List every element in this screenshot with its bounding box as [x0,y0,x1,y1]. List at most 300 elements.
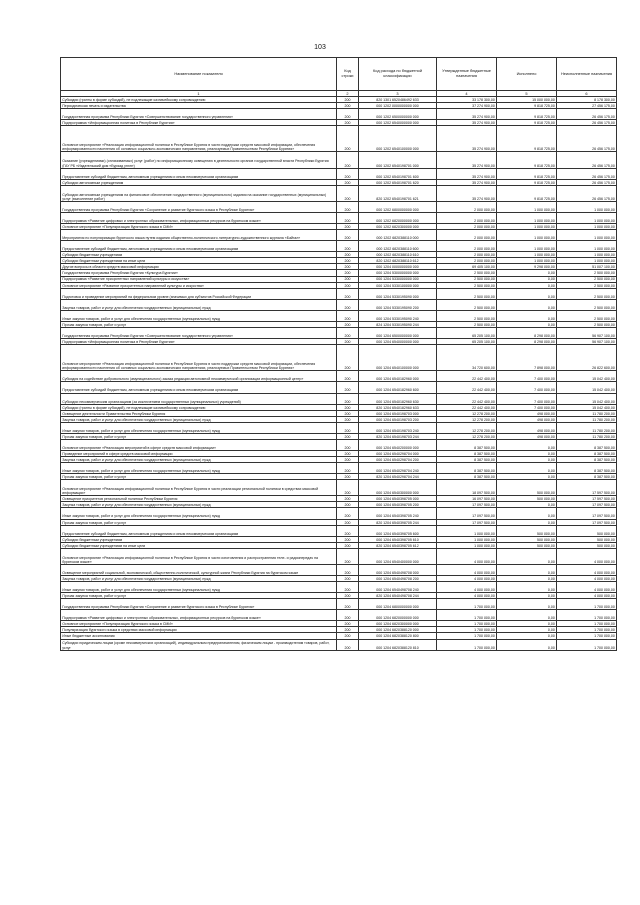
table-row [61,599,617,610]
table-row [61,371,617,382]
row-executed-cell: 7 400 000,00 [497,371,557,382]
row-code-cell: 200 [337,508,359,519]
row-code-cell: 200 [337,496,359,502]
row-approved-cell: 2 500 000,00 [437,299,497,310]
row-unexecuted-cell: 11 780 200,00 [557,416,617,422]
row-code-cell: 200 [337,548,359,564]
row-classification-cell: 000 1204 6540182960 630 [359,393,437,404]
row-code-cell: 200 [337,627,359,633]
row-executed-cell: 0,00 [497,299,557,310]
row-executed-cell: 0,00 [497,627,557,633]
row-classification-cell: 000 1204 5330195090 200 [359,299,437,310]
row-code-cell: 200 [337,201,359,212]
row-code-cell: 200 [337,474,359,480]
row-approved-cell: 2 000 000,00 [437,224,497,230]
row-approved-cell: 2 000 000,00 [437,241,497,252]
row-unexecuted-cell: 500 000,00 [557,525,617,536]
row-code-cell: 200 [337,536,359,542]
row-unexecuted-cell: 15 042 400,00 [557,393,617,404]
row-executed-cell: 9 818 725,00 [497,109,557,120]
row-executed-cell: 498 000,00 [497,433,557,439]
row-code-cell: 200 [337,270,359,276]
table-row [61,241,617,252]
row-name-cell: Другие вопросы в области средств массовой информации [61,264,337,270]
row-unexecuted-cell: 26 456 175,00 [557,109,617,120]
row-unexecuted-cell: 2 500 000,00 [557,270,617,276]
row-unexecuted-cell: 2 500 000,00 [557,310,617,321]
row-classification-cell: 820 1204 6540198703 244 [359,433,437,439]
row-classification-cell: 820 1202 6820388110 612 [359,258,437,264]
row-classification-cell: 820 1204 6540298704 244 [359,474,437,480]
row-name-cell: Подпрограмма «Информационная политика в Республике Бурятия» [61,339,337,345]
row-classification-cell: 000 1204 6540400000 000 [359,548,437,564]
header-executed: Исполнено [497,58,557,91]
row-executed-cell: 0,00 [497,321,557,327]
row-approved-cell: 33 178 300,00 [437,97,497,103]
row-unexecuted-cell: 27 456 175,00 [557,103,617,109]
row-unexecuted-cell: 15 042 400,00 [557,404,617,410]
row-code-cell: 200 [337,120,359,126]
row-executed-cell: 0,00 [497,463,557,474]
row-name-cell: Предоставление субсидий бюджетным, автономным учреждениям и иным некоммерческим организациям [61,241,337,252]
row-code-cell: 200 [337,610,359,621]
row-name-cell: Прочая закупка товаров, работ и услуг [61,519,337,525]
row-executed-cell: 0,00 [497,457,557,463]
row-executed-cell: 500 000,00 [497,525,557,536]
row-executed-cell: 0,00 [497,564,557,575]
header-classification: Код расхода по бюджетной классификации [359,58,437,91]
row-executed-cell: 0,00 [497,270,557,276]
row-unexecuted-cell: 1 700 000,00 [557,639,617,650]
row-classification-cell: 000 1204 6820388120 810 [359,639,437,650]
row-name-cell: Иные закупки товаров, работ и услуг для обеспечения государственных (муниципальных) нужд [61,582,337,593]
row-approved-cell: 1 700 000,00 [437,627,497,633]
row-code-cell: 200 [337,288,359,299]
row-unexecuted-cell: 15 042 400,00 [557,371,617,382]
row-name-cell: Основное мероприятие «Реализация информационной политики в Республике Бурятия в части поддержки средств массовой информации, обеспечения информированности населения об основных социально-экономических направлениях, реализуемых Правительством Республики Бурятия» [61,126,337,152]
row-executed-cell: 7 400 000,00 [497,393,557,404]
row-name-cell: Закупка товаров, работ и услуг для обеспечения государственных (муниципальных) нужд [61,576,337,582]
row-approved-cell: 2 000 000,00 [437,213,497,224]
row-unexecuted-cell: 8 387 500,00 [557,457,617,463]
row-classification-cell: 000 1204 6540000000 000 [359,339,437,345]
row-classification-cell: 000 1204 5330000000 000 [359,276,437,282]
row-executed-cell: 500 000,00 [497,496,557,502]
row-approved-cell: 2 000 000,00 [437,252,497,258]
row-classification-cell: 000 1204 6820388120 000 [359,627,437,633]
row-unexecuted-cell: 2 500 000,00 [557,288,617,299]
row-name-cell: Прочая закупка товаров, работ и услуг [61,433,337,439]
row-classification-cell: 000 1202 6800000000 000 [359,201,437,212]
row-unexecuted-cell: 8 387 500,00 [557,450,617,456]
row-code-cell: 200 [337,371,359,382]
row-code-cell: 200 [337,327,359,338]
row-classification-cell: 000 1204 6540182960 000 [359,371,437,382]
row-unexecuted-cell: 1 000 000,00 [557,258,617,264]
row-approved-cell: 2 500 000,00 [437,310,497,321]
row-code-cell: 200 [337,179,359,185]
row-approved-cell: 4 000 000,00 [437,548,497,564]
row-executed-cell: 15 000 000,00 [497,97,557,103]
row-code-cell: 200 [337,582,359,593]
row-classification-cell: 000 1204 6820388120 800 [359,633,437,639]
row-code-cell: 200 [337,258,359,264]
row-unexecuted-cell: 17 097 500,00 [557,502,617,508]
row-approved-cell: 35 274 900,00 [437,109,497,120]
row-name-cell: Закупка товаров, работ и услуг для обеспечения государственных (муниципальных) нужд [61,502,337,508]
row-name-cell: Освещение приоритетов региональной политики Республики Бурятия [61,496,337,502]
row-code-cell: 200 [337,433,359,439]
row-approved-cell: 34 720 600,00 [437,345,497,371]
row-approved-cell: 8 387 500,00 [437,450,497,456]
table-row [61,201,617,212]
row-code-cell: 200 [337,310,359,321]
row-executed-cell: 1 000 000,00 [497,230,557,241]
table-row [61,310,617,321]
row-unexecuted-cell: 8 178 300,00 [557,97,617,103]
row-executed-cell: 498 000,00 [497,422,557,433]
row-name-cell: Основное мероприятие «Реализация информационной политики в Республике Бурятия в части реализации региональной политики в средствах массовой информации» [61,480,337,496]
row-code-cell: 200 [337,593,359,599]
row-code-cell: 200 [337,97,359,103]
header-code: Код строки [337,58,359,91]
row-name-cell: Основное мероприятие «Реализация информационной политики в Республике Бурятия в части изготовления и распространения теле- и радиопередач на бурятском языке» [61,548,337,564]
row-unexecuted-cell: 17 597 500,00 [557,496,617,502]
row-classification-cell: 000 1202 6540198701 000 [359,152,437,168]
column-number: 4 [437,91,497,97]
row-classification-cell: 820 1202 6540198701 621 [359,185,437,201]
row-executed-cell: 0,00 [497,610,557,621]
row-classification-cell: 000 1202 0000000000 000 [359,103,437,109]
row-code-cell: 200 [337,241,359,252]
row-classification-cell: 000 1204 5300000000 000 [359,270,437,276]
row-executed-cell: 0,00 [497,474,557,480]
row-approved-cell: 17 097 500,00 [437,502,497,508]
table-row [61,548,617,564]
row-approved-cell: 22 442 400,00 [437,382,497,393]
row-unexecuted-cell: 1 000 000,00 [557,201,617,212]
row-executed-cell: 9 818 725,00 [497,168,557,179]
row-name-cell: Государственная программа Республики Бурятия «Сохранение и развитие бурятского языка в Республике Бурятия» [61,201,337,212]
row-unexecuted-cell: 2 500 000,00 [557,276,617,282]
row-name-cell: Иные закупки товаров, работ и услуг для обеспечения государственных (муниципальных) нужд [61,463,337,474]
row-code-cell: 200 [337,519,359,525]
row-executed-cell: 9 298 000,00 [497,264,557,270]
row-classification-cell: 000 1204 6820000000 000 [359,610,437,621]
row-executed-cell: 0,00 [497,548,557,564]
row-classification-cell: 820 1204 6540398705 244 [359,519,437,525]
row-code-cell: 200 [337,252,359,258]
row-unexecuted-cell: 2 500 000,00 [557,321,617,327]
row-unexecuted-cell: 11 780 200,00 [557,433,617,439]
row-classification-cell: 000 1204 0000000000 000 [359,264,437,270]
table-row [61,152,617,168]
row-executed-cell: 0,00 [497,276,557,282]
row-name-cell: Мероприятия по популяризации бурятского языка путем издания общественно-политического литературно-художественного журнала «Байгал» [61,230,337,241]
row-classification-cell: 000 1202 6540198701 600 [359,168,437,179]
table-row [61,639,617,650]
row-classification-cell: 820 1204 6540182960 633 [359,404,437,410]
row-executed-cell: 1 000 000,00 [497,213,557,224]
row-name-cell: Популяризация бурятского языка в средствах массовой информации [61,627,337,633]
row-classification-cell: 000 1204 6540198703 200 [359,416,437,422]
row-unexecuted-cell: 51 007 100,00 [557,264,617,270]
row-unexecuted-cell: 26 456 175,00 [557,185,617,201]
row-unexecuted-cell: 8 387 500,00 [557,439,617,450]
row-approved-cell: 4 000 000,00 [437,564,497,575]
row-unexecuted-cell: 56 907 100,00 [557,339,617,345]
row-executed-cell: 1 000 000,00 [497,241,557,252]
table-row [61,168,617,179]
row-name-cell: Субсидии бюджетным учреждениям на иные цели [61,542,337,548]
row-name-cell: Основное мероприятие «Реализация мероприятий в сфере средств массовой информации» [61,439,337,450]
row-name-cell: Проведение мероприятий в сфере средств массовой информации [61,450,337,456]
row-approved-cell: 4 000 000,00 [437,576,497,582]
row-code-cell: 200 [337,621,359,627]
row-classification-cell: 000 1204 6820300000 000 [359,621,437,627]
row-executed-cell: 8 298 000,00 [497,327,557,338]
row-code-cell: 200 [337,457,359,463]
table-row [61,508,617,519]
row-executed-cell: 9 818 725,00 [497,103,557,109]
row-unexecuted-cell: 2 500 000,00 [557,299,617,310]
row-executed-cell: 1 000 000,00 [497,258,557,264]
table-row [61,213,617,224]
row-name-cell: Предоставление субсидий бюджетным, автономным учреждениям и иным некоммерческим организациям [61,168,337,179]
row-code-cell: 200 [337,410,359,416]
row-approved-cell: 2 500 000,00 [437,270,497,276]
table-row [61,422,617,433]
row-unexecuted-cell: 2 500 000,00 [557,282,617,288]
row-code-cell: 200 [337,321,359,327]
row-code-cell: 200 [337,109,359,120]
row-name-cell: Прочая закупка товаров, работ и услуг [61,593,337,599]
row-approved-cell: 8 387 500,00 [437,463,497,474]
row-classification-cell: 000 1202 6820388110 600 [359,241,437,252]
row-approved-cell: 2 500 000,00 [437,282,497,288]
row-approved-cell: 8 387 500,00 [437,474,497,480]
row-classification-cell: 000 1202 6540000000 000 [359,120,437,126]
row-executed-cell: 0,00 [497,639,557,650]
row-name-cell: Государственная программа Республики Бурятия «Совершенствование государственного управления» [61,109,337,120]
row-code-cell: 200 [337,393,359,404]
row-name-cell: Субсидии бюджетным учреждениям [61,252,337,258]
row-classification-cell: 000 1202 6500000000 000 [359,109,437,120]
row-code-cell: 200 [337,463,359,474]
column-number: 2 [337,91,359,97]
row-unexecuted-cell: 1 700 000,00 [557,610,617,621]
header-unexecuted: Неисполненные назначения [557,58,617,91]
table-row [61,525,617,536]
row-executed-cell: 9 818 725,00 [497,152,557,168]
row-unexecuted-cell: 26 456 175,00 [557,179,617,185]
row-classification-cell: 000 1204 5330195090 000 [359,288,437,299]
row-executed-cell: 9 818 725,00 [497,179,557,185]
table-row [61,393,617,404]
row-name-cell: Подпрограмма «Развитие цифровых и электронных образовательных, информационных ресурсов на бурятском языке» [61,610,337,621]
row-executed-cell: 0,00 [497,508,557,519]
row-classification-cell: 000 1202 6820388110 610 [359,252,437,258]
row-unexecuted-cell: 56 907 100,00 [557,327,617,338]
row-classification-cell: 000 1204 6540398705 600 [359,525,437,536]
row-approved-cell: 22 442 400,00 [437,371,497,382]
row-unexecuted-cell: 11 780 200,00 [557,422,617,433]
row-name-cell: Государственная программа Республики Бурятия «Совершенствование государственного управления» [61,327,337,338]
row-unexecuted-cell: 1 700 000,00 [557,627,617,633]
row-name-cell: Субсидия на содействие добровольного (амуниципального) заказа редакции автономной некоммерческой организации информационный центр» [61,371,337,382]
row-name-cell: Иные закупки товаров, работ и услуг для обеспечения государственных (муниципальных) нужд [61,310,337,321]
row-code-cell: 200 [337,213,359,224]
header-name: Наименование показателя [61,58,337,91]
table-row [61,230,617,241]
row-classification-cell: 000 1202 6820388110 000 [359,230,437,241]
row-classification-cell: 000 1204 6540498708 200 [359,576,437,582]
row-approved-cell: 1 000 000,00 [437,525,497,536]
row-code-cell: 200 [337,439,359,450]
row-classification-cell: 000 1202 6540100000 000 [359,126,437,152]
row-name-cell: Основное мероприятие «Популяризация бурятского языка в СМИ» [61,621,337,627]
row-unexecuted-cell: 4 000 000,00 [557,582,617,593]
row-code-cell: 200 [337,542,359,548]
row-approved-cell: 2 000 000,00 [437,230,497,241]
row-code-cell: 200 [337,276,359,282]
row-code-cell: 200 [337,224,359,230]
row-unexecuted-cell: 11 780 200,00 [557,410,617,416]
row-name-cell: Прочая закупка товаров, работ и услуг [61,321,337,327]
row-code-cell: 200 [337,152,359,168]
row-name-cell: Подпрограмма «Информационная политика в Республике Бурятия» [61,120,337,126]
row-code-cell: 200 [337,282,359,288]
row-classification-cell: 824 1204 5330195090 244 [359,321,437,327]
row-approved-cell: 17 097 500,00 [437,508,497,519]
row-unexecuted-cell: 8 387 500,00 [557,463,617,474]
row-unexecuted-cell: 26 456 175,00 [557,152,617,168]
row-name-cell: Субсидии некоммерческим организациям (за исключением государственных (муниципальных) учреждений) [61,393,337,404]
row-classification-cell: 000 1204 6500000000 000 [359,327,437,338]
table-row [61,463,617,474]
row-classification-cell: 820 1204 6540398705 612 [359,542,437,548]
row-approved-cell: 4 000 000,00 [437,582,497,593]
row-classification-cell: 820 1204 6540498708 244 [359,593,437,599]
row-classification-cell: 000 1204 6800000000 000 [359,599,437,610]
row-unexecuted-cell: 17 097 500,00 [557,508,617,519]
row-classification-cell: 000 1204 6540198703 240 [359,422,437,433]
row-approved-cell: 2 500 000,00 [437,321,497,327]
table-row [61,582,617,593]
row-code-cell: 200 [337,480,359,496]
column-number: 1 [61,91,337,97]
row-name-cell: Освещение мероприятий социальной, экономической, общественно-политической, культурной жизни Республики Бурятия на бурятском языке [61,564,337,575]
row-name-cell: Основное мероприятие «Популяризация бурятского языка в СМИ» [61,224,337,230]
row-unexecuted-cell: 26 822 600,00 [557,345,617,371]
row-classification-cell: 820 1301 6520486492 633 [359,97,437,103]
row-name-cell: Периодическая печать и издательства [61,103,337,109]
row-code-cell: 200 [337,422,359,433]
row-approved-cell: 22 442 400,00 [437,404,497,410]
row-approved-cell: 2 500 000,00 [437,288,497,299]
row-approved-cell: 2 500 000,00 [437,276,497,282]
row-approved-cell: 22 442 400,00 [437,393,497,404]
row-classification-cell: 000 1202 6820000000 000 [359,213,437,224]
row-classification-cell: 000 1204 6540298704 200 [359,457,437,463]
row-approved-cell: 35 274 900,00 [437,185,497,201]
row-classification-cell: 000 1204 6540298704 000 [359,450,437,456]
row-unexecuted-cell: 4 000 000,00 [557,564,617,575]
row-executed-cell: 0,00 [497,633,557,639]
budget-execution-table [60,57,617,651]
row-classification-cell: 000 1204 5330100000 000 [359,282,437,288]
column-number: 5 [497,91,557,97]
row-name-cell: Закупка товаров, работ и услуг для обеспечения государственных (муниципальных) нужд [61,299,337,310]
row-code-cell: 200 [337,599,359,610]
row-code-cell: 200 [337,450,359,456]
row-classification-cell: 000 1202 6540198701 620 [359,179,437,185]
row-classification-cell: 000 1204 6540398705 200 [359,502,437,508]
row-executed-cell: 7 400 000,00 [497,404,557,410]
table-row [61,126,617,152]
row-name-cell: Оказание (учреждениями) (оплачиваемых) услуг (работ) по информационному освещению в деятельности органов государственной власти Республики Бурятия (ГАУ РБ «Издательский дом «Буряад унэн») [61,152,337,168]
row-executed-cell: 9 818 725,00 [497,185,557,201]
table-row [61,327,617,338]
row-unexecuted-cell: 26 456 175,00 [557,168,617,179]
row-name-cell: Иные закупки товаров, работ и услуг для обеспечения государственных (муниципальных) нужд [61,508,337,519]
row-approved-cell: 2 000 000,00 [437,258,497,264]
row-name-cell: Субсидии юридическим лицам (кроме некоммерческих организаций), индивидуальным предпринимателям, физическим лицам - производителям товаров, работ, услуг [61,639,337,650]
row-name-cell: Предоставление субсидий бюджетным, автономным учреждениям и иным некоммерческим организациям [61,382,337,393]
row-name-cell: Закупка товаров, работ и услуг для обеспечения государственных (муниципальных) нужд [61,416,337,422]
row-code-cell: 200 [337,185,359,201]
row-executed-cell: 1 000 000,00 [497,224,557,230]
row-unexecuted-cell: 500 000,00 [557,536,617,542]
row-name-cell: Субсидии автономным учреждениям [61,179,337,185]
table-row [61,382,617,393]
row-unexecuted-cell: 17 597 500,00 [557,480,617,496]
page-number: 103 [314,44,326,51]
row-approved-cell: 35 274 900,00 [437,168,497,179]
row-approved-cell: 35 274 900,00 [437,179,497,185]
row-classification-cell: 000 1204 6540300000 000 [359,480,437,496]
row-name-cell: Закупка товаров, работ и услуг для обеспечения государственных (муниципальных) нужд [61,457,337,463]
row-executed-cell: 500 000,00 [497,480,557,496]
row-unexecuted-cell: 15 042 400,00 [557,382,617,393]
row-approved-cell: 12 278 200,00 [437,433,497,439]
row-executed-cell: 0,00 [497,502,557,508]
row-classification-cell: 000 1204 6540498708 000 [359,564,437,575]
row-unexecuted-cell: 4 000 000,00 [557,576,617,582]
row-approved-cell: 1 700 000,00 [437,633,497,639]
row-executed-cell: 498 000,00 [497,410,557,416]
row-approved-cell: 1 700 000,00 [437,639,497,650]
row-unexecuted-cell: 1 700 000,00 [557,599,617,610]
row-classification-cell: 000 1204 6540498708 240 [359,582,437,593]
row-code-cell: 200 [337,230,359,241]
row-unexecuted-cell: 1 000 000,00 [557,230,617,241]
column-number: 6 [557,91,617,97]
table-header-row [61,58,617,91]
header-approved: Утвержденные бюджетные назначения [437,58,497,91]
row-classification-cell: 000 1204 6540398705 240 [359,508,437,519]
row-classification-cell: 000 1204 6540200000 000 [359,439,437,450]
row-code-cell: 200 [337,525,359,536]
row-unexecuted-cell: 1 000 000,00 [557,241,617,252]
row-approved-cell: 12 278 200,00 [437,416,497,422]
row-classification-cell: 000 1204 6540398705 000 [359,496,437,502]
table-body [61,97,617,651]
row-executed-cell: 0,00 [497,288,557,299]
row-unexecuted-cell: 1 700 000,00 [557,633,617,639]
table-row [61,610,617,621]
table-row [61,345,617,371]
